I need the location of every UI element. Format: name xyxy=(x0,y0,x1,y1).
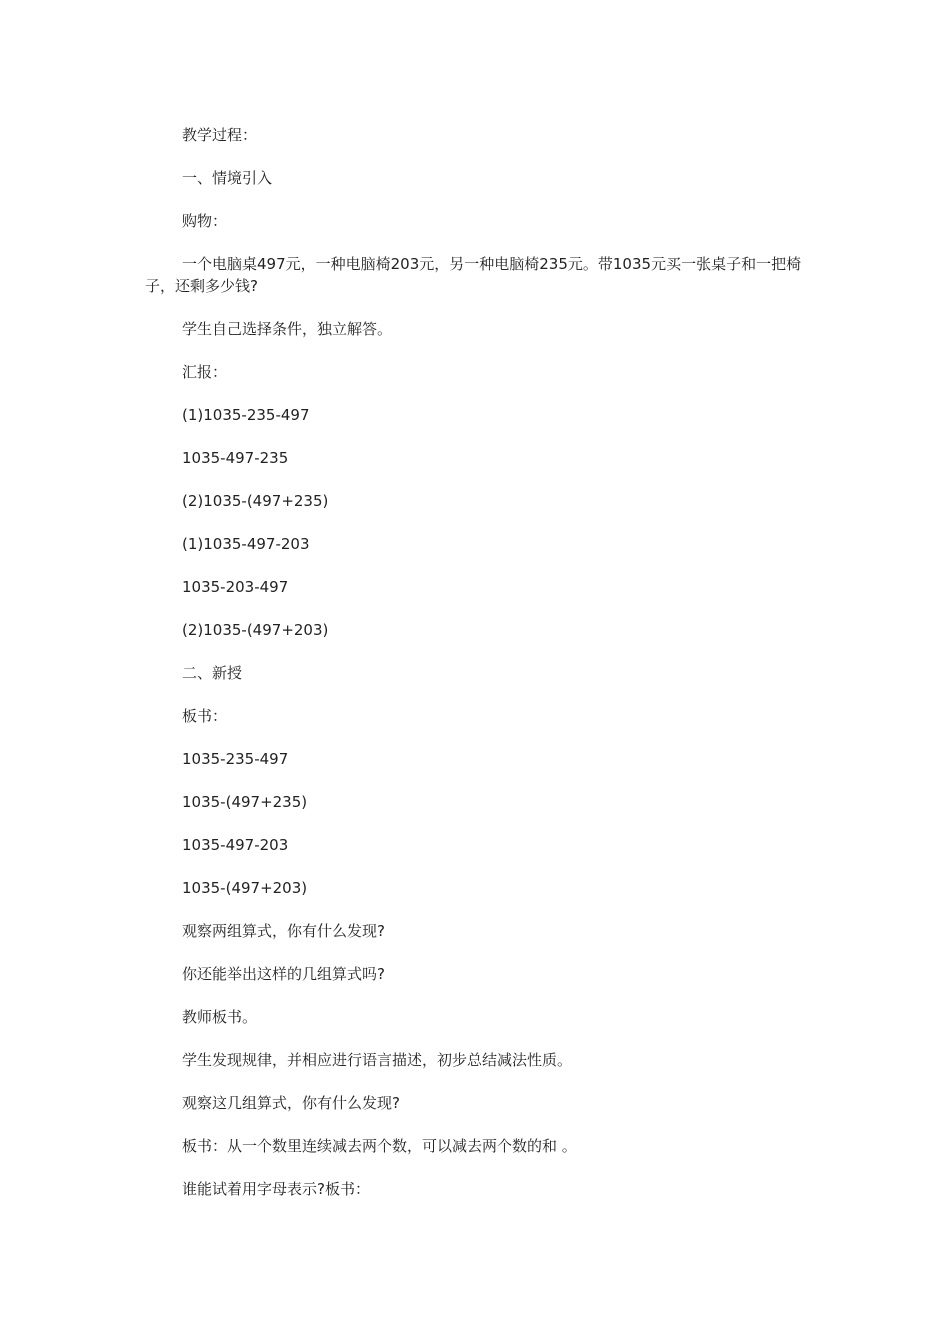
paragraph-subtraction-rule: 板书：从一个数里连续减去两个数，可以减去两个数的和 。 xyxy=(182,1137,577,1155)
paragraph-teaching-process: 教学过程： xyxy=(182,126,258,144)
paragraph-more-examples: 你还能举出这样的几组算式吗? xyxy=(182,965,385,983)
paragraph-word-problem: 一个电脑桌497元，一种电脑椅203元，另一种电脑椅235元。带1035元买一张桌子和一把椅子，还剩多少钱? xyxy=(145,255,802,295)
paragraph-observe-groups: 观察这几组算式，你有什么发现? xyxy=(182,1094,400,1112)
paragraph-expression: 1035-497-203 xyxy=(182,836,289,854)
paragraph-shopping: 购物： xyxy=(182,212,228,230)
paragraph-expression: (1)1035-497-203 xyxy=(182,535,310,553)
paragraph-expression: (2)1035-(497+235) xyxy=(182,492,329,510)
paragraph-teacher-writes: 教师板书。 xyxy=(182,1008,258,1026)
paragraph-expression: 1035-(497+203) xyxy=(182,879,308,897)
paragraph-expression: 1035-(497+235) xyxy=(182,793,308,811)
paragraph-board-writing: 板书： xyxy=(182,707,228,725)
document-body xyxy=(145,124,810,1221)
paragraph-section-1-heading: 一、情境引入 xyxy=(182,169,273,187)
paragraph-observe-two-groups: 观察两组算式，你有什么发现? xyxy=(182,922,385,940)
paragraph-expression: (1)1035-235-497 xyxy=(182,406,310,424)
paragraph-students-discover: 学生发现规律，并相应进行语言描述，初步总结减法性质。 xyxy=(182,1051,573,1069)
paragraph-letters-question: 谁能试着用字母表示?板书： xyxy=(182,1180,370,1198)
paragraph-student-solve: 学生自己选择条件，独立解答。 xyxy=(182,320,393,338)
paragraph-report: 汇报： xyxy=(182,363,228,381)
paragraph-section-2-heading: 二、新授 xyxy=(182,664,243,682)
paragraph-expression: (2)1035-(497+203) xyxy=(182,621,329,639)
paragraph-expression: 1035-497-235 xyxy=(182,449,289,467)
paragraph-expression: 1035-203-497 xyxy=(182,578,289,596)
paragraph-expression: 1035-235-497 xyxy=(182,750,289,768)
